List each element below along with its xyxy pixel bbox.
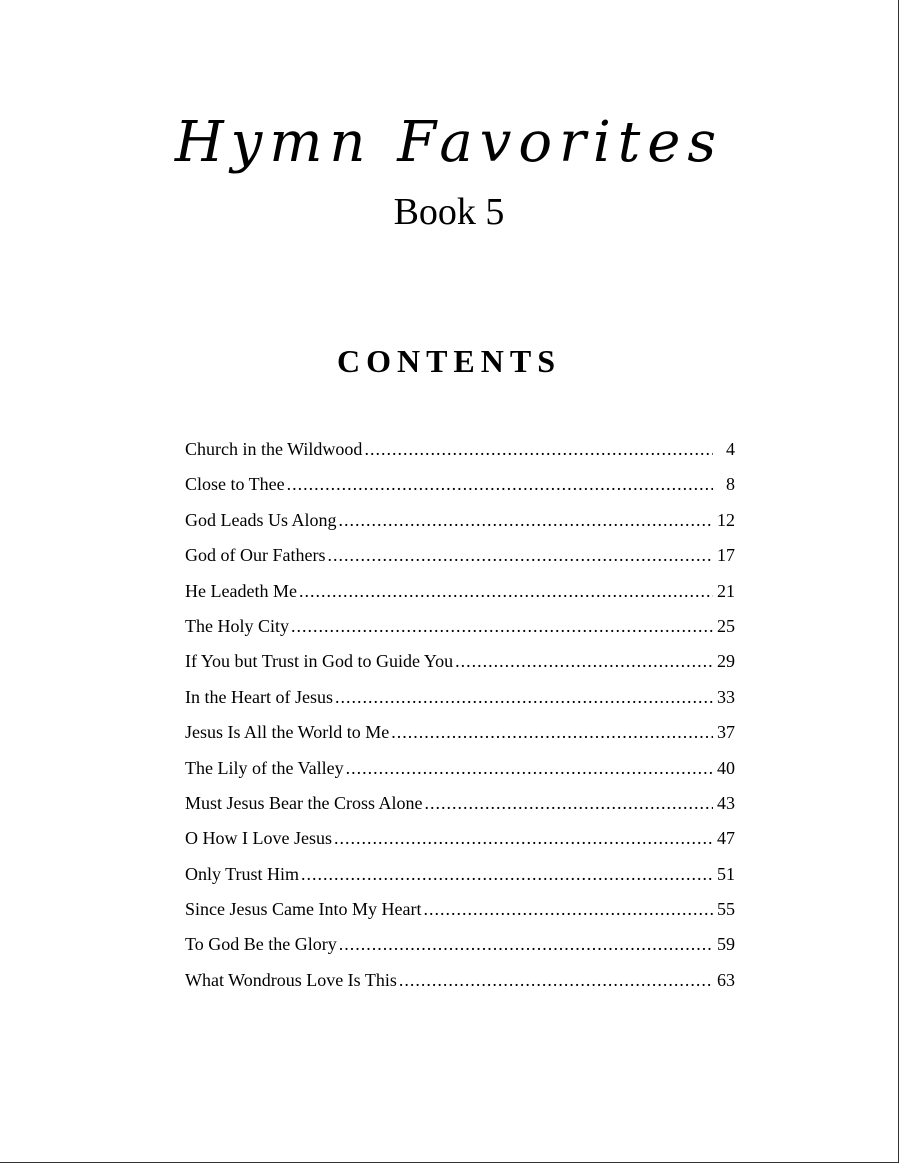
dot-leader bbox=[399, 965, 713, 995]
toc-entry-title: He Leadeth Me bbox=[185, 580, 297, 601]
dot-leader bbox=[335, 682, 713, 712]
contents-heading: CONTENTS bbox=[336, 343, 562, 379]
dot-leader bbox=[391, 717, 713, 747]
toc-entry-only-trust-him bbox=[185, 859, 735, 894]
toc-entry-title: Only Trust Him bbox=[185, 863, 300, 884]
dot-leader bbox=[423, 894, 713, 924]
toc-entry-page: 37 bbox=[717, 722, 735, 743]
dot-leader bbox=[339, 929, 713, 959]
toc-entry-the-holy-city bbox=[185, 611, 735, 646]
dot-leader bbox=[334, 823, 713, 853]
toc-entry-page: 25 bbox=[717, 615, 735, 636]
toc-entry-what-wondrous-love-is-this bbox=[185, 965, 735, 1000]
toc-entry-title: God of Our Fathers bbox=[185, 545, 326, 566]
toc-entry-title: If You but Trust in God to Guide You bbox=[185, 651, 454, 672]
toc-entry-title: Must Jesus Bear the Cross Alone bbox=[185, 792, 423, 813]
toc-entry-church-in-the-wildwood bbox=[185, 434, 735, 469]
toc-entry-must-jesus-bear-the-cross bbox=[185, 788, 735, 823]
toc-entry-the-lily-of-the-valley bbox=[185, 753, 735, 788]
toc-entry-page: 33 bbox=[717, 686, 735, 707]
toc-entry-title: What Wondrous Love Is This bbox=[185, 969, 397, 990]
toc-entry-page: 4 bbox=[726, 439, 735, 459]
toc-entry-god-of-our-fathers bbox=[185, 540, 735, 575]
toc-entry-title: O How I Love Jesus bbox=[185, 828, 332, 849]
toc-entry-page: 59 bbox=[717, 934, 735, 955]
toc-entry-title: To God Be the Glory bbox=[185, 934, 337, 955]
toc-entry-page: 51 bbox=[717, 863, 735, 884]
dot-leader bbox=[425, 788, 714, 818]
dot-leader bbox=[327, 540, 713, 570]
toc-entry-title: God Leads Us Along bbox=[185, 509, 337, 530]
toc-entry-title: Jesus Is All the World to Me bbox=[185, 722, 390, 743]
toc-entry-page: 43 bbox=[717, 792, 735, 813]
document-subtitle: Book 5 bbox=[393, 191, 505, 233]
toc-entry-o-how-i-love-jesus bbox=[185, 823, 735, 858]
toc-entry-title: Church in the Wildwood bbox=[185, 439, 363, 459]
dot-leader bbox=[339, 505, 714, 535]
dot-leader bbox=[287, 469, 713, 499]
toc-entry-in-the-heart-of-jesus bbox=[185, 682, 735, 717]
toc-entry-if-you-but-trust-in-god bbox=[185, 646, 735, 681]
toc-entry-title: The Lily of the Valley bbox=[185, 757, 344, 778]
dot-leader bbox=[299, 576, 713, 606]
toc-entry-page: 8 bbox=[726, 474, 735, 495]
dot-leader bbox=[455, 646, 713, 676]
toc-entry-title: The Holy City bbox=[185, 615, 289, 636]
dot-leader bbox=[346, 753, 713, 783]
dot-leader bbox=[291, 611, 713, 641]
document-title: Hymn Favorites bbox=[174, 110, 724, 175]
toc-entry-page: 47 bbox=[717, 828, 735, 849]
toc-entry-since-jesus-came-into-my-heart bbox=[185, 894, 735, 929]
toc-entry-to-god-be-the-glory bbox=[185, 929, 735, 964]
toc-entry-title: In the Heart of Jesus bbox=[185, 686, 333, 707]
toc-entry-page: 29 bbox=[717, 651, 735, 672]
toc-entry-page: 17 bbox=[717, 545, 735, 566]
toc-entry-he-leadeth-me bbox=[185, 576, 735, 611]
table-of-contents bbox=[185, 434, 735, 1000]
toc-entry-jesus-is-all-the-world bbox=[185, 717, 735, 752]
toc-entry-title: Since Jesus Came Into My Heart bbox=[185, 899, 422, 920]
toc-entry-page: 40 bbox=[717, 757, 735, 778]
toc-entry-page: 55 bbox=[717, 899, 735, 920]
dot-leader bbox=[301, 859, 713, 889]
toc-entry-page: 63 bbox=[717, 969, 735, 990]
dot-leader bbox=[364, 434, 713, 464]
toc-entry-page: 12 bbox=[717, 509, 735, 530]
toc-entry-title: Close to Thee bbox=[185, 474, 285, 495]
toc-entry-god-leads-us-along bbox=[185, 505, 735, 540]
toc-entry-page: 21 bbox=[717, 580, 735, 601]
toc-entry-close-to-thee bbox=[185, 469, 735, 504]
